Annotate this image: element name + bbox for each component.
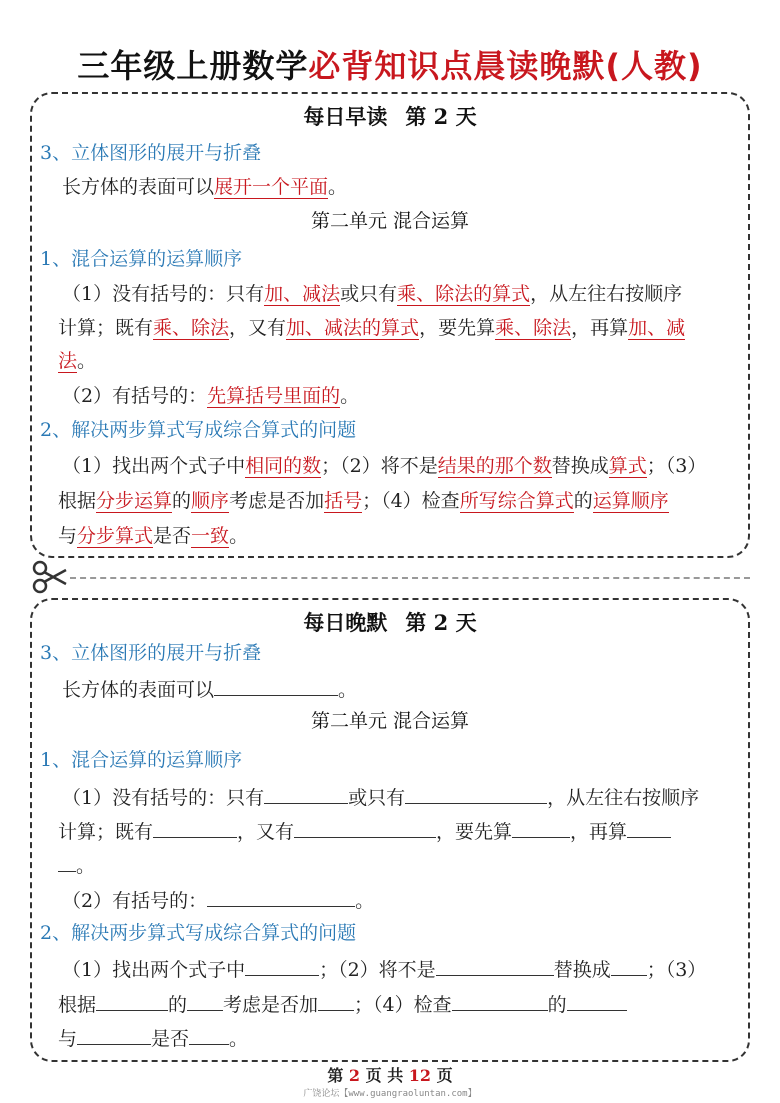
unit-heading: 第二单元 混合运算 [310, 710, 470, 732]
morning-line-q3 [32, 521, 748, 551]
answer-blank[interactable] [436, 953, 554, 976]
morning-reading-card [30, 92, 750, 558]
answer-blank[interactable] [245, 953, 319, 976]
text: （2）有括号的： [62, 385, 208, 407]
answer: 乘、除法 [153, 317, 230, 339]
text: ，要先算 [436, 821, 513, 843]
evening-recall-card [30, 598, 750, 1062]
answer: 加、减 [628, 317, 686, 339]
text: ，从左往右按顺序 [547, 787, 700, 809]
text: 替换成 [551, 455, 609, 477]
morning-line-q2 [32, 486, 748, 516]
section-3-title: 3、立体图形的展开与折叠 [40, 142, 262, 164]
answer-blank[interactable] [405, 781, 547, 804]
text: 计算；既有 [58, 317, 154, 339]
text: ，从左往右按顺序 [530, 283, 683, 305]
text: 。 [229, 525, 249, 547]
text: 页 共 [365, 1066, 404, 1085]
evening-card-label: 每日晚默 [303, 610, 388, 635]
text: ；（3） [646, 455, 707, 477]
total-pages: 12 [408, 1066, 432, 1085]
answer: 乘、除法 [495, 317, 572, 339]
morning-line-p1 [32, 279, 748, 309]
answer: 括号 [324, 490, 363, 512]
morning-card-header [32, 102, 748, 132]
text: ，又有 [229, 317, 287, 339]
answer: 法 [58, 350, 78, 372]
answer: 加、减法的算式 [286, 317, 420, 339]
text: 长方体的表面可以 [62, 176, 215, 198]
answer: 顺序 [191, 490, 230, 512]
answer: 所写综合算式 [459, 490, 574, 512]
watermark: 广饶论坛【www.guangraoluntan.com】 [303, 1089, 477, 1099]
page-number-footer [0, 1066, 780, 1086]
answer: 先算括号里面的 [207, 385, 341, 407]
text: ；（3） [646, 959, 707, 981]
answer-blank[interactable] [214, 673, 338, 696]
answer-blank[interactable] [627, 815, 671, 838]
scissors-icon [32, 560, 68, 594]
title-main: 三年级上册数学 [77, 47, 309, 85]
answer-blank[interactable] [58, 849, 76, 872]
text: ；（2）将不是 [321, 455, 438, 477]
evening-line-surface [32, 673, 748, 705]
text: 根据 [58, 490, 97, 512]
text: 长方体的表面可以 [62, 679, 215, 701]
evening-line-p4 [32, 884, 748, 916]
text: ，再算 [570, 821, 628, 843]
text: ，又有 [237, 821, 295, 843]
text: 的 [168, 994, 188, 1016]
text: 与 [58, 1028, 78, 1050]
current-page: 2 [348, 1066, 361, 1085]
morning-card-label: 每日早读 [303, 104, 388, 129]
section-1-title: 1、混合运算的运算顺序 [40, 248, 243, 270]
answer-blank[interactable] [96, 988, 168, 1011]
morning-line-p3 [32, 346, 748, 376]
answer-blank[interactable] [318, 988, 354, 1011]
answer-blank[interactable] [611, 953, 647, 976]
evening-card-day: 第 2 天 [405, 610, 477, 635]
answer-blank[interactable] [77, 1022, 151, 1045]
answer-blank[interactable] [187, 988, 223, 1011]
section-2-title: 2、解决两步算式写成综合算式的问题 [40, 419, 357, 441]
text: 计算；既有 [58, 821, 154, 843]
answer-blank[interactable] [452, 988, 548, 1011]
text: ；（2）将不是 [319, 959, 436, 981]
text: 。 [328, 176, 348, 198]
evening-line-p1 [32, 781, 748, 813]
answer: 加、减法 [264, 283, 341, 305]
text: 根据 [58, 994, 97, 1016]
text: 。 [340, 385, 360, 407]
text: 替换成 [553, 959, 611, 981]
answer: 算式 [608, 455, 647, 477]
text: 考虑是否加 [229, 490, 325, 512]
text: 与 [58, 525, 78, 547]
text: 是否 [151, 1028, 190, 1050]
evening-line-p3 [32, 849, 748, 881]
answer-blank[interactable] [207, 884, 355, 907]
answer-blank[interactable] [567, 988, 627, 1011]
answer-blank[interactable] [264, 781, 348, 804]
section-3-title: 3、立体图形的展开与折叠 [40, 642, 262, 664]
answer: 一致 [191, 525, 230, 547]
answer-blank[interactable] [512, 815, 570, 838]
evening-card-header [32, 608, 748, 638]
text: ；（4）检查 [362, 490, 460, 512]
section-2-title: 2、解决两步算式写成综合算式的问题 [40, 922, 357, 944]
text: （2）有括号的： [62, 890, 208, 912]
text: 。 [355, 890, 375, 912]
morning-line-p2 [32, 313, 748, 343]
text: 。 [338, 679, 358, 701]
section-1-title: 1、混合运算的运算顺序 [40, 749, 243, 771]
answer: 分步算式 [77, 525, 154, 547]
evening-line-q3 [32, 1022, 748, 1054]
answer-blank[interactable] [294, 815, 436, 838]
morning-line-p4 [32, 381, 748, 411]
text: 的 [172, 490, 192, 512]
text: 考虑是否加 [223, 994, 319, 1016]
answer-blank[interactable] [189, 1022, 229, 1045]
answer: 分步运算 [96, 490, 173, 512]
text: （1）找出两个式子中 [62, 959, 246, 981]
answer: 展开一个平面 [214, 176, 329, 198]
evening-line-q2 [32, 988, 748, 1020]
text: ，要先算 [419, 317, 496, 339]
text: （1）没有括号的：只有 [62, 283, 265, 305]
cut-line-divider [70, 577, 750, 579]
morning-line-q1 [32, 451, 748, 481]
text: ；（4）检查 [354, 994, 452, 1016]
morning-card-day: 第 2 天 [405, 104, 477, 129]
text: 的 [573, 490, 593, 512]
answer: 相同的数 [245, 455, 322, 477]
answer: 乘、除法的算式 [397, 283, 531, 305]
text: 。 [76, 855, 96, 877]
evening-line-q1 [32, 953, 748, 985]
title-highlight: 必背知识点晨读晚默(人教) [308, 47, 703, 85]
answer: 运算顺序 [592, 490, 669, 512]
answer-blank[interactable] [153, 815, 237, 838]
text: 是否 [153, 525, 192, 547]
text: 或只有 [340, 283, 398, 305]
text: 的 [547, 994, 567, 1016]
text: （1）找出两个式子中 [62, 455, 246, 477]
text: 。 [229, 1028, 249, 1050]
text: ，再算 [571, 317, 629, 339]
morning-line-surface [32, 172, 748, 202]
page-title [0, 44, 780, 88]
answer: 结果的那个数 [437, 455, 552, 477]
text: 第 [327, 1066, 344, 1085]
text: 或只有 [348, 787, 406, 809]
evening-line-p2 [32, 815, 748, 847]
text: （1）没有括号的：只有 [62, 787, 265, 809]
text: 页 [436, 1066, 453, 1085]
text: 。 [77, 350, 97, 372]
unit-heading: 第二单元 混合运算 [310, 210, 470, 232]
